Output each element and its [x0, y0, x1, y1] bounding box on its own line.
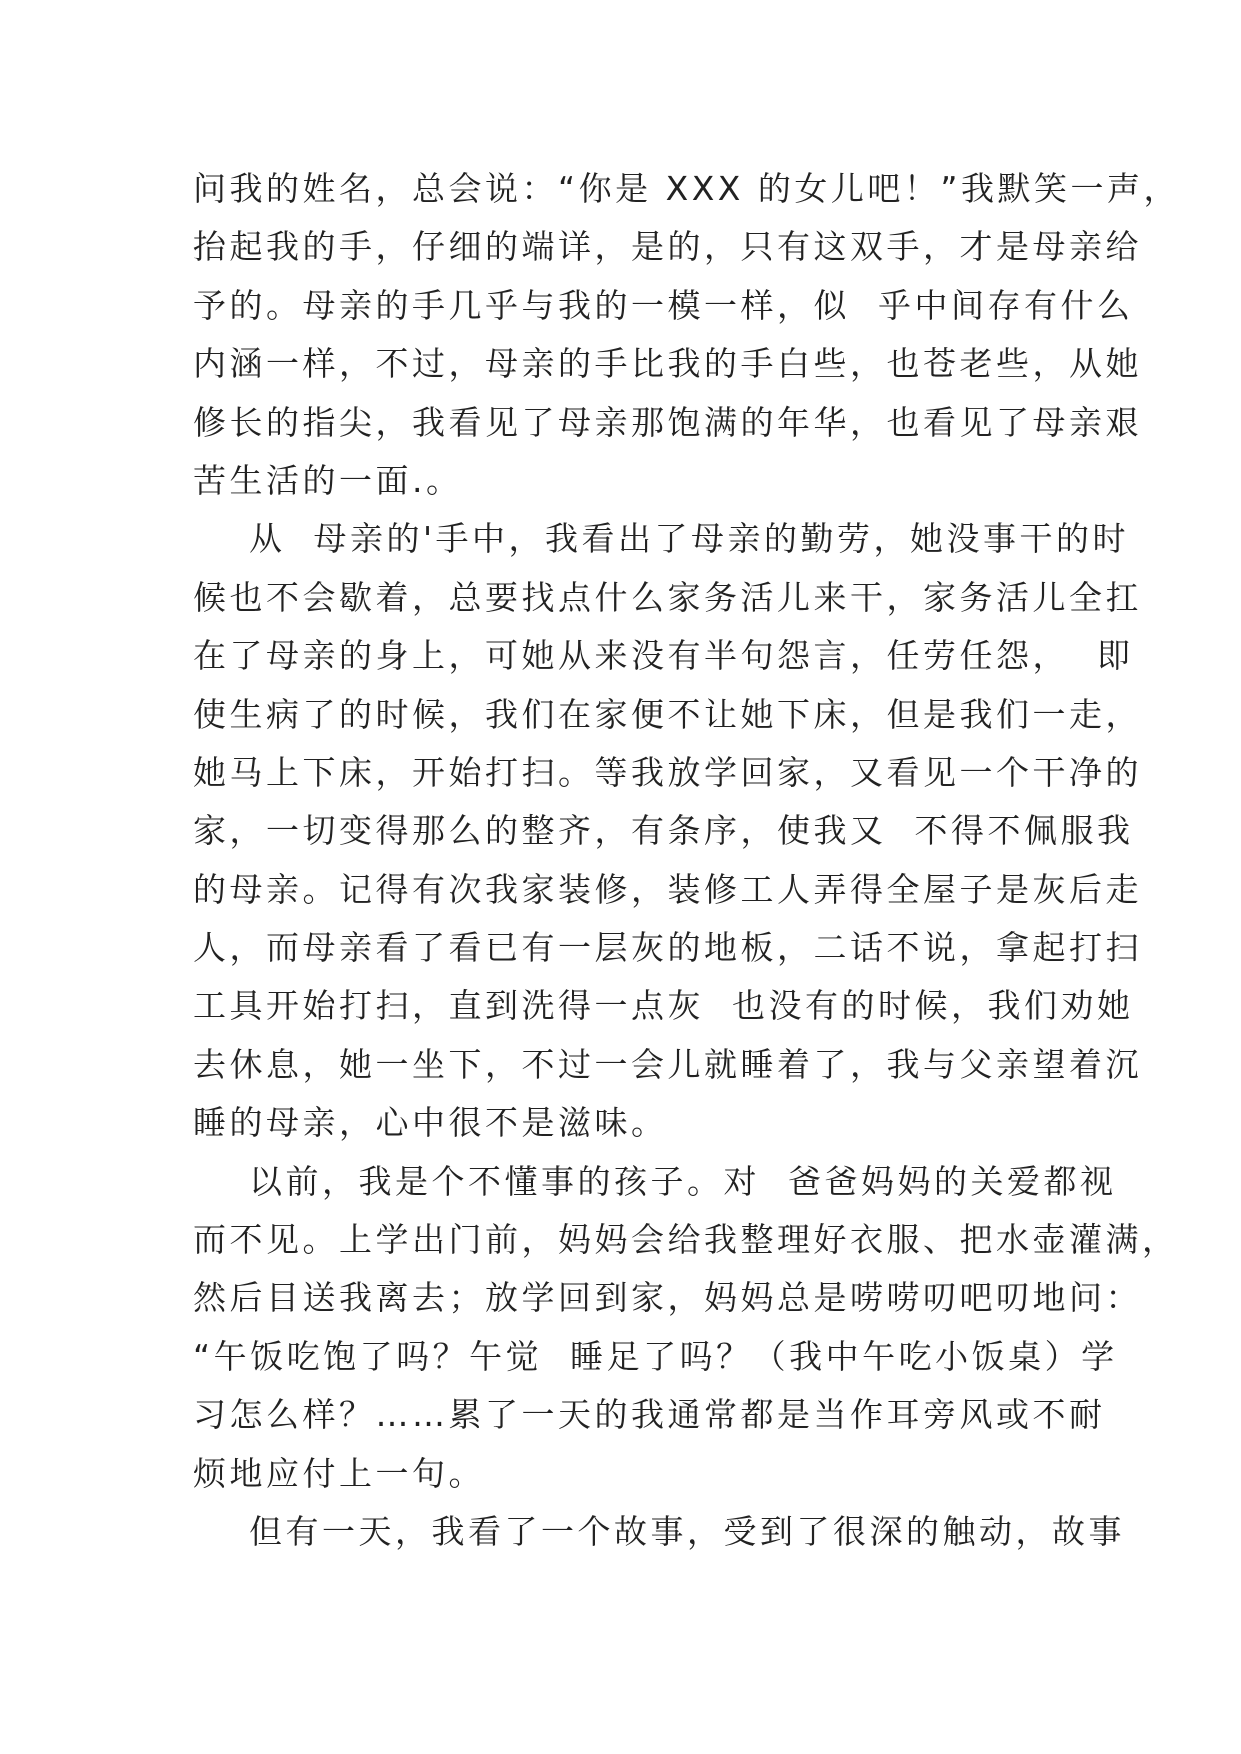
- text-line: 习怎么样？……累了一天的我通常都是当作耳旁风或不耐: [193, 1395, 1106, 1435]
- text-line: 从 母亲的'手中，我看出了母亲的勤劳，她没事干的时: [193, 519, 1130, 559]
- text-line: 但有一天，我看了一个故事，受到了很深的触动，故事: [193, 1511, 1125, 1551]
- text-line: 抬起我的手，仔细的端详，是的，只有这双手，才是母亲给: [193, 227, 1142, 267]
- text-line: 在了母亲的身上，可她从来没有半句怨言，任劳任怨， 即: [193, 636, 1134, 676]
- text-line: 烦地应付上一句。: [193, 1453, 485, 1493]
- text-line: 睡的母亲，心中很不是滋味。: [193, 1103, 668, 1143]
- text-line: 候也不会歇着，总要找点什么家务活儿来干，家务活儿全扛: [193, 577, 1142, 617]
- text-line: 问我的姓名，总会说：“你是 XXX 的女儿吧！”我默笑一声，: [193, 169, 1180, 208]
- text-line: 而不见。上学出门前，妈妈会给我整理好衣服、把水壶灌满，: [193, 1220, 1179, 1260]
- text-line: 然后目送我离去；放学回到家，妈妈总是唠唠叨吧叨地问：: [193, 1278, 1142, 1318]
- text-line: 予的。母亲的手几乎与我的一模一样，似 乎中间存有什么: [193, 285, 1134, 325]
- text-line: 人，而母亲看了看已有一层灰的地板，二话不说，拿起打扫: [193, 928, 1142, 968]
- text-line: 修长的指尖，我看见了母亲那饱满的年华，也看见了母亲艰: [193, 402, 1142, 442]
- text-line: 的母亲。记得有次我家装修，装修工人弄得全屋子是灰后走: [193, 869, 1142, 909]
- text-line: 她马上下床，开始打扫。等我放学回家，又看见一个干净的: [193, 752, 1142, 792]
- text-line: 家，一切变得那么的整齐，有条序，使我又 不得不佩服我: [193, 811, 1134, 851]
- text-line: 以前，我是个不懂事的孩子。对 爸爸妈妈的关爱都视: [193, 1161, 1117, 1201]
- text-line: 去休息，她一坐下，不过一会儿就睡着了，我与父亲望着沉: [193, 1044, 1142, 1084]
- text-line: 内涵一样，不过，母亲的手比我的手白些，也苍老些，从她: [193, 344, 1142, 384]
- text-line: 苦生活的一面.。: [193, 460, 463, 500]
- body-text: [193, 160, 1180, 1561]
- text-line: 工具开始打扫，直到洗得一点灰 也没有的时候，我们劝她: [193, 986, 1134, 1026]
- text-line: “午饭吃饱了吗？午觉 睡足了吗？（我中午吃小饭桌）学: [193, 1336, 1118, 1376]
- text-line: 使生病了的时候，我们在家便不让她下床，但是我们一走，: [193, 694, 1142, 734]
